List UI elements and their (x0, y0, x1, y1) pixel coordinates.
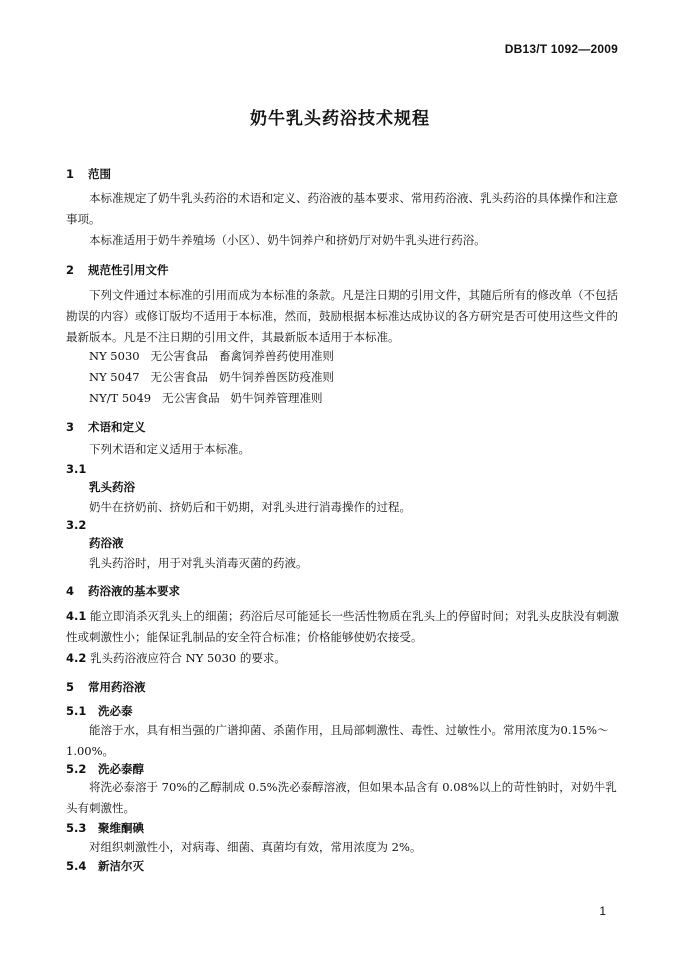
clause-title: 聚维酮碘 (98, 821, 145, 835)
reference-item: NY/T 5049 无公害食品 奶牛饲养管理准则 (89, 391, 323, 405)
section-1-para-1: 本标准规定了奶牛乳头药浴的术语和定义、药浴液的基本要求、常用药浴液、乳头药浴的具体操作和注意事项。 (66, 191, 618, 226)
clause-title: 新洁尔灭 (98, 859, 145, 873)
section-1-heading (66, 166, 111, 182)
section-title: 规范性引用文件 (88, 263, 169, 277)
section-number: 3 (66, 420, 75, 434)
clause-5-2-heading (66, 761, 144, 777)
section-5-heading (66, 679, 146, 695)
clause-number: 5.1 (66, 704, 87, 718)
clause-5-4-heading (66, 858, 144, 874)
clause-number: 4.1 (66, 609, 87, 623)
reference-item: NY 5030 无公害食品 畜禽饲养兽药使用准则 (89, 349, 335, 363)
page-number: 1 (599, 904, 606, 918)
clause-text: 乳头药浴液应符合 NY 5030 的要求。 (90, 651, 286, 665)
clause-5-1-heading (66, 703, 133, 719)
clause-text: 能立即消杀灭乳头上的细菌；药浴后尽可能延长一些活性物质在乳头上的停留时间；对乳头皮肤没有刺激性或刺激性小；能保证乳制品的安全符合标准；价格能够使奶农接受。 (66, 609, 619, 644)
section-title: 常用药浴液 (88, 680, 146, 694)
section-2-heading (66, 262, 169, 278)
clause-number: 3.2 (66, 518, 87, 532)
clause-5-1-text: 能溶于水，具有相当强的广谱抑菌、杀菌作用，且局部刺激性、毒性、过敏性小。常用浓度为0.15%～1.00%。 (66, 723, 609, 758)
clause-number: 5.2 (66, 762, 87, 776)
term-definition: 奶牛在挤奶前、挤奶后和干奶期，对乳头进行消毒操作的过程。 (89, 500, 411, 514)
clause-5-3-text: 对组织刺激性小，对病毒、细菌、真菌均有效，常用浓度为 2%。 (89, 840, 422, 854)
clause-number: 3.1 (66, 462, 87, 476)
standard-code: DB13/T 1092—2009 (504, 42, 618, 56)
section-4-heading (66, 583, 180, 599)
term-name: 乳头药浴 (89, 480, 135, 494)
clause-title: 洗必泰 (98, 704, 133, 718)
section-number: 1 (66, 167, 75, 181)
section-3-intro: 下列术语和定义适用于本标准。 (89, 442, 250, 456)
section-2-para-1: 下列文件通过本标准的引用而成为本标准的条款。凡是注日期的引用文件，其随后所有的修改单（不包括勘误的内容）或修订版均不适用于本标准，然而，鼓励根据本标准达成协议的各方研究是否可使用这些文件的最新版本。凡是不注日期的引用文件，其最新版本适用于本标准。 (66, 288, 618, 344)
section-1-para-2: 本标准适用于奶牛养殖场（小区）、奶牛饲养户和挤奶厅对奶牛乳头进行药浴。 (89, 233, 486, 247)
document-title: 奶牛乳头药浴技术规程 (250, 109, 430, 129)
section-number: 2 (66, 263, 75, 277)
clause-number: 5.4 (66, 859, 87, 873)
clause-title: 洗必泰醇 (98, 762, 145, 776)
term-name: 药浴液 (89, 536, 124, 550)
clause-4-1 (66, 606, 622, 648)
clause-4-2 (66, 648, 622, 669)
section-title: 范围 (88, 167, 111, 181)
section-title: 术语和定义 (88, 420, 146, 434)
clause-5-3-heading (66, 820, 144, 836)
section-3-heading (66, 419, 146, 435)
clause-5-2-text: 将洗必泰溶于 70%的乙醇制成 0.5%洗必泰醇溶液，但如果本品含有 0.08%以上的苛性钠时，对奶牛乳头有刺激性。 (66, 780, 617, 815)
clause-number: 4.2 (66, 651, 87, 665)
term-definition: 乳头药浴时，用于对乳头消毒灭菌的药液。 (89, 556, 308, 570)
clause-number: 5.3 (66, 821, 87, 835)
section-number: 4 (66, 584, 75, 598)
reference-item: NY 5047 无公害食品 奶牛饲养兽医防疫准则 (89, 370, 335, 384)
section-title: 药浴液的基本要求 (88, 584, 180, 598)
section-number: 5 (66, 680, 75, 694)
